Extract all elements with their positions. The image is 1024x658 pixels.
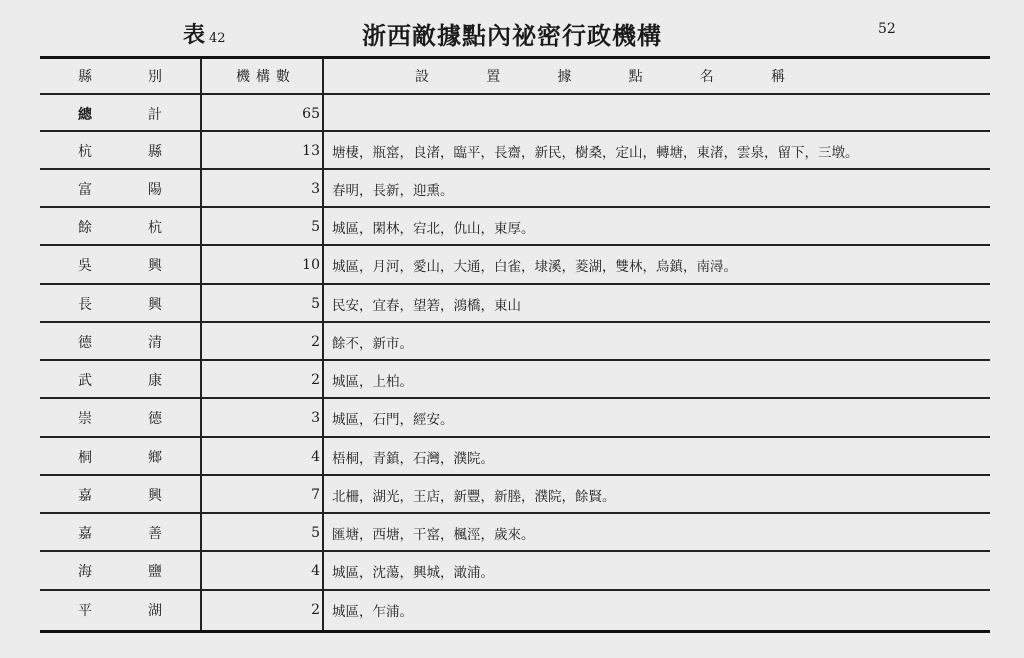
county-char-1: 崇 [78,411,92,427]
location-names: 北柵，湖光，王店，新豐，新塍，濮院，餘賢。 [332,489,616,505]
county-char-2: 興 [148,258,162,274]
table-row [40,208,990,246]
table-row [40,361,990,399]
header-names-char: 設 [415,69,429,85]
county-char-1: 平 [78,603,92,619]
location-names: 民安，宜春，望箬，鴻橋，東山 [332,298,521,314]
institution-count: 2 [311,334,320,350]
table-row [40,438,990,476]
location-names: 梧桐，青鎮，石灣，濮院。 [332,451,494,467]
header-county-1: 縣 [78,69,92,85]
county-char-1: 長 [78,297,92,313]
institution-count: 65 [302,106,320,122]
county-char-1: 海 [78,564,92,580]
table-row [40,246,990,284]
page-header [0,0,1024,50]
table-row [40,132,990,170]
location-names: 城區，乍浦。 [332,604,413,620]
institution-count: 5 [311,219,320,235]
institution-count: 3 [311,181,320,197]
institution-count: 5 [311,525,320,541]
page-number: 52 [878,21,896,37]
header-names-char: 據 [557,69,572,85]
institution-count: 4 [311,563,320,579]
table-row [40,399,990,437]
county-char-2: 興 [148,488,162,504]
institution-count: 2 [311,372,320,388]
institution-count: 7 [311,487,320,503]
county-char-2: 縣 [148,144,162,160]
county-char-1: 總 [78,107,92,123]
county-char-1: 桐 [78,450,92,466]
header-names-char: 稱 [770,69,785,85]
header-names-char: 名 [699,69,714,85]
header-count: 機構數 [236,69,296,85]
county-char-2: 陽 [148,182,162,198]
location-names: 匯塘，西塘，干窰，楓涇，歲來。 [332,527,535,543]
county-char-2: 德 [148,411,162,427]
table-row [40,323,990,361]
header-names-char: 點 [628,69,643,85]
table-row [40,552,990,590]
table-number [183,18,226,49]
county-char-1: 富 [78,182,92,198]
table-row [40,476,990,514]
table-row [40,514,990,552]
page-title: 浙西敵據點內祕密行政機構 [362,21,662,50]
institution-count: 5 [311,296,320,312]
location-names: 城區，上柏。 [332,374,413,390]
county-char-1: 餘 [78,220,92,236]
table-row [40,591,990,629]
location-names: 塘棲，瓶窰，良渚，臨平，長齋，新民，樹桑，定山，轉塘，東渚，雲泉，留下，三墩。 [332,145,859,161]
county-char-2: 鹽 [148,564,162,580]
location-names: 城區，閑林，宕北，仇山，東厚。 [332,221,535,237]
county-char-2: 興 [148,297,162,313]
county-char-1: 吳 [78,258,92,274]
header-county-2: 別 [148,69,162,85]
location-names: 城區，沈蕩，興城，澉浦。 [332,565,494,581]
county-char-1: 武 [78,373,92,389]
table-row [40,285,990,323]
bottom-rule [40,630,990,633]
county-char-2: 善 [148,526,162,542]
county-char-2: 湖 [148,603,162,619]
institution-count: 4 [311,449,320,465]
county-char-2: 杭 [148,220,162,236]
location-names: 餘不，新市。 [332,336,413,352]
county-char-1: 杭 [78,144,92,160]
location-names [332,95,982,133]
header-names [332,57,982,95]
county-char-2: 鄉 [148,450,162,466]
table-number-value: 42 [209,31,226,46]
institution-count: 10 [302,257,320,273]
county-char-2: 康 [148,373,162,389]
institution-count: 2 [311,602,320,618]
county-char-1: 嘉 [78,488,92,504]
column-header-row [40,57,990,95]
location-names: 城區，月河，愛山，大通，白雀，埭溪，菱湖，雙林，烏鎮，南潯。 [332,259,737,275]
location-names: 城區，石門，經安。 [332,412,454,428]
county-char-2: 計 [148,107,162,123]
county-char-1: 嘉 [78,526,92,542]
institution-count: 3 [311,410,320,426]
header-names-char: 置 [486,69,501,85]
county-char-2: 清 [148,335,162,351]
location-names: 春明，長新，迎熏。 [332,183,454,199]
table-row-total [40,95,990,133]
county-char-1: 德 [78,335,92,351]
table-row [40,170,990,208]
institution-count: 13 [302,143,320,159]
table-label: 表 [183,22,206,48]
